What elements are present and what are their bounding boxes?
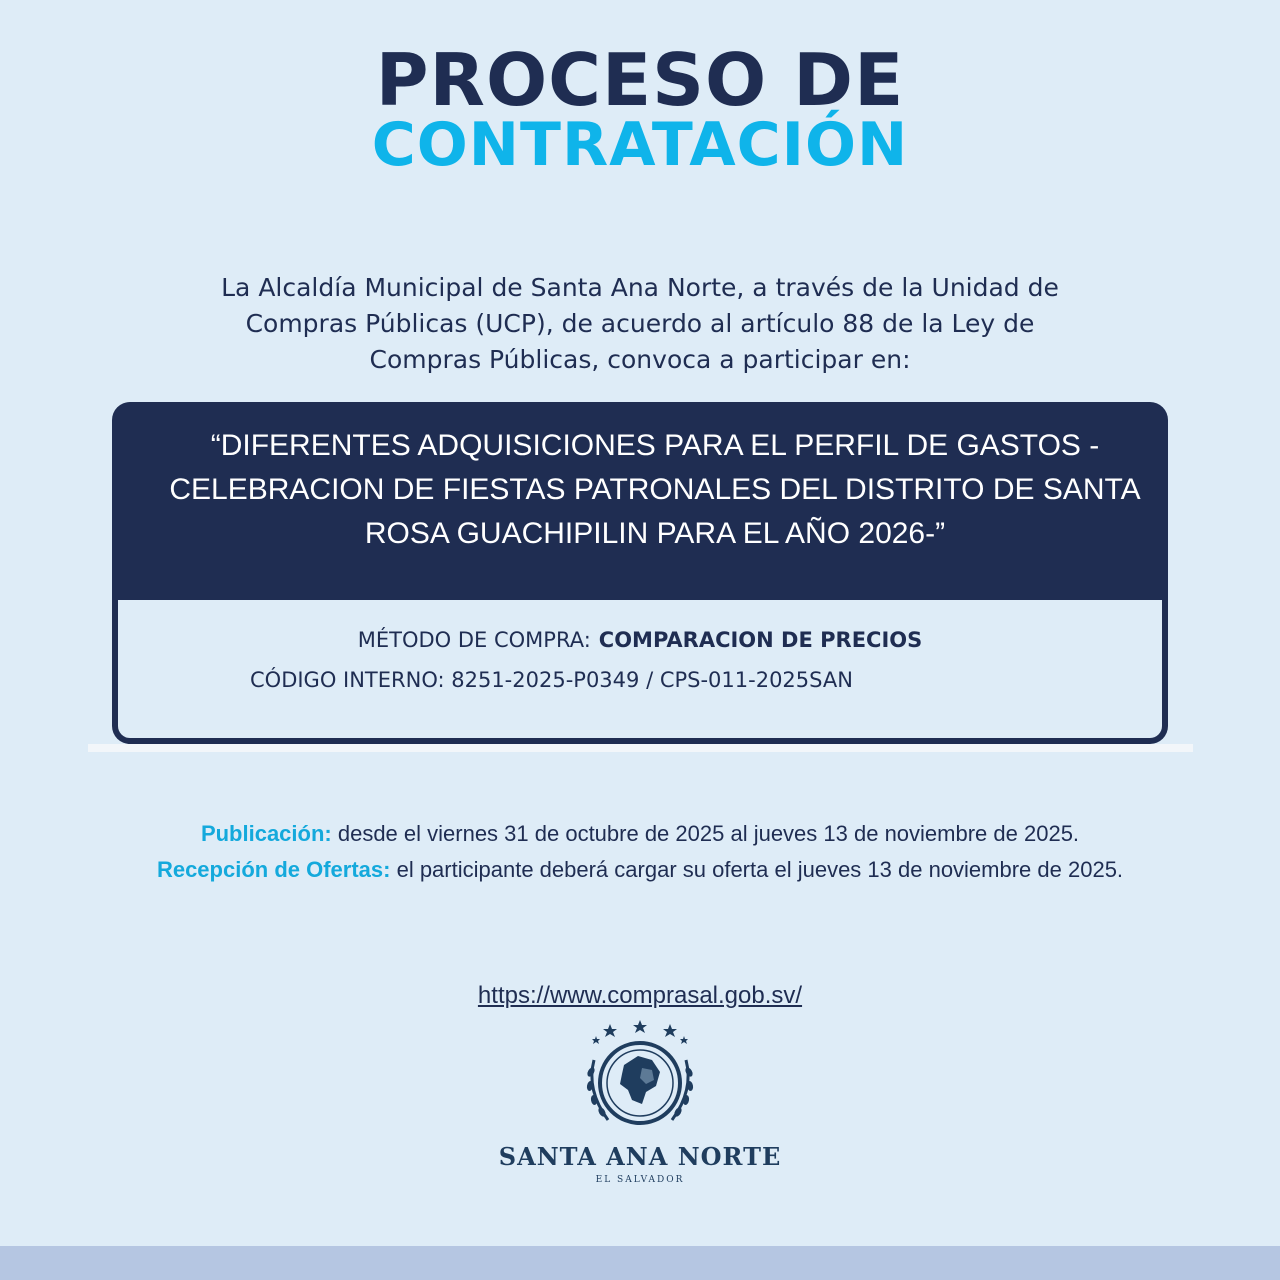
intro-paragraph (140, 270, 1140, 378)
page-title-line2: CONTRATACIÓN (371, 110, 909, 180)
comprasal-link[interactable]: https://www.comprasal.gob.sv/ (477, 982, 803, 1009)
process-title-line: “DIFERENTES ADQUISICIONES PARA EL PERFIL DE GASTOS - (210, 429, 1100, 462)
intro-line: Compras Públicas, convoca a participar en: (369, 345, 911, 374)
publication-line (0, 816, 1280, 852)
process-title-line: ROSA GUACHIPILIN PARA EL AÑO 2026-” (364, 517, 946, 550)
card-underline (88, 744, 1193, 752)
purchase-method (118, 628, 1162, 652)
page-title-line1: PROCESO DE (375, 38, 905, 122)
intro-line: Compras Públicas (UCP), de acuerdo al artículo 88 de la Ley de (245, 309, 1035, 338)
footer-bar (0, 1246, 1280, 1280)
process-title (152, 424, 1158, 556)
organization-name: SANTA ANA NORTE (498, 1142, 782, 1171)
publication-text: desde el viernes 31 de octubre de 2025 al jueves 13 de noviembre de 2025. (331, 821, 1080, 846)
publication-label: Publicación: (200, 821, 332, 846)
municipal-seal-icon (572, 1020, 708, 1140)
reception-label: Recepción de Ofertas: (156, 857, 391, 882)
country-name: EL SALVADOR (595, 1175, 685, 1185)
purchase-method-value: COMPARACION DE PRECIOS (598, 628, 923, 652)
reception-text: el participante deberá cargar su oferta el jueves 13 de noviembre de 2025. (390, 857, 1124, 882)
internal-code: CÓDIGO INTERNO: 8251-2025-P0349 / CPS-011-2025SAN (250, 668, 853, 692)
process-card (112, 402, 1168, 744)
reception-line (0, 852, 1280, 888)
intro-line: La Alcaldía Municipal de Santa Ana Norte, a través de la Unidad de (221, 273, 1059, 302)
purchase-method-label: MÉTODO DE COMPRA: (357, 628, 591, 652)
dates-section (0, 816, 1280, 888)
process-title-line: CELEBRACION DE FIESTAS PATRONALES DEL DISTRITO DE SANTA (169, 473, 1141, 506)
process-details (118, 600, 1162, 738)
